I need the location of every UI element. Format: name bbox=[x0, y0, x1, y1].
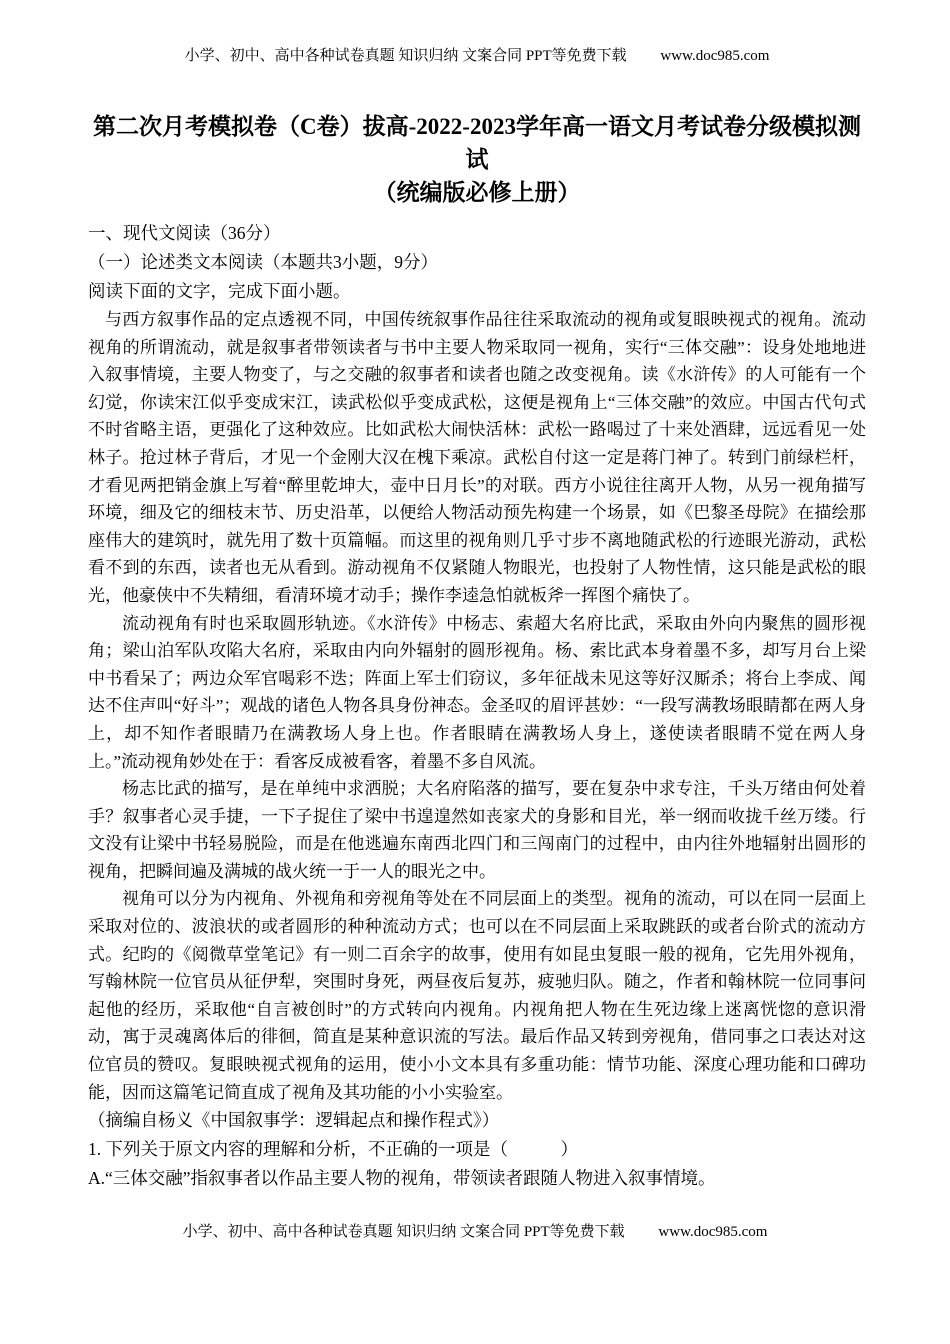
page-footer bbox=[0, 1222, 950, 1242]
header-site-url: www.doc985.com bbox=[660, 48, 770, 64]
question-1-stem: 1. 下列关于原文内容的理解和分析，不正确的一项是（ ） bbox=[88, 1139, 578, 1160]
footer-site-url: www.doc985.com bbox=[658, 1224, 768, 1240]
header-promo-text: 小学、初中、高中各种试卷真题 知识归纳 文案合同 PPT等免费下载 bbox=[184, 48, 627, 64]
exam-title-line1: 第二次月考模拟卷（C卷）拔高-2022-2023学年高一语文月考试卷分级模拟测试 bbox=[93, 114, 861, 172]
reading-passage bbox=[88, 306, 866, 1106]
passage-paragraph: 杨志比武的描写，是在单纯中求洒脱；大名府陷落的描写，要在复杂中求专注，千头万绪由何处着手？叙事者心灵手捷，一下子捉住了梁中书遑遑然如丧家犬的身影和目光，举一纲而收拢千丝万缕。行文没有让梁中书轻易脱险，而是在他逃遍东南西北四门和三闯南门的过程中，由内往外地辐射出圆形的视角，把瞬间遍及满城的战火统一于一人的眼光之中。 bbox=[88, 779, 866, 881]
passage-paragraph: 视角可以分为内视角、外视角和旁视角等处在不同层面上的类型。视角的流动，可以在同一层面上采取对位的、波浪状的或者圆形的种种流动方式；也可以在不同层面上采取跳跃的或者台阶式的流动方式。纪昀的《阅微草堂笔记》有一则二百余字的故事，使用有如昆虫复眼一般的视角，它先用外视角，写翰林院一位官员从征伊犁，突围时身死，两昼夜后复苏，疲驰归队。随之，作者和翰林院一位同事问起他的经历，采取他“自言被创时”的方式转向内视角。内视角把人物在生死边缘上迷离恍惚的意识滑动，寓于灵魂离体后的徘徊，简直是某种意识流的写法。最后作品又转到旁视角，借同事之口表达对这位官员的赞叹。复眼映视式视角的运用，使小小文本具有多重功能：情节功能、深度心理功能和口碑功能，因而这篇笔记简直成了视角及其功能的小小实验室。 bbox=[88, 889, 866, 1102]
page-header bbox=[88, 46, 866, 66]
section-heading-modern-reading: 一、现代文阅读（36分） bbox=[88, 223, 281, 243]
passage-citation: （摘编自杨义《中国叙事学：逻辑起点和操作程式》） bbox=[88, 1110, 500, 1131]
question-1-option-a: A.“三体交融”指叙事者以作品主要人物的视角，带领读者跟随人物进入叙事情境。 bbox=[88, 1168, 716, 1189]
reading-instruction: 阅读下面的文字，完成下面小题。 bbox=[88, 281, 351, 301]
exam-title-line2: （统编版必修上册） bbox=[373, 180, 581, 205]
exam-title bbox=[88, 110, 866, 209]
subsection-heading-argumentative-text: （一）论述类文本阅读（本题共3小题，9分） bbox=[88, 252, 438, 272]
footer-promo-text: 小学、初中、高中各种试卷真题 知识归纳 文案合同 PPT等免费下载 bbox=[182, 1224, 625, 1240]
passage-paragraph: 流动视角有时也采取圆形轨迹。《水浒传》中杨志、索超大名府比武，采取由外向内聚焦的圆形视角；梁山泊军队攻陷大名府，采取由内向外辐射的圆形视角。杨、索比武本身着墨不多，却写月台上梁中书看呆了；两边众军官喝彩不迭；阵面上军士们窃议，多年征战未见这等好汉厮杀；将台上李成、闻达不住声叫“好斗”；观战的诸色人物各具身份神态。金圣叹的眉评甚妙：“一段写满教场眼睛都在两人身上，却不知作者眼睛乃在满教场人身上也。作者眼睛在满教场人身上，遂使读者眼睛不觉在两人身上。”流动视角妙处在于：看客反成被看客，着墨不多自风流。 bbox=[88, 613, 866, 771]
passage-paragraph: 与西方叙事作品的定点透视不同，中国传统叙事作品往往采取流动的视角或复眼映视式的视角。流动视角的所谓流动，就是叙事者带领读者与书中主要人物采取同一视角，实行“三体交融”：设身处地地进入叙事情境，主要人物变了，与之交融的叙事者和读者也随之改变视角。读《水浒传》的人可能有一个幻觉，你读宋江似乎变成宋江，读武松似乎变成武松，这便是视角上“三体交融”的效应。中国古代句式不时省略主语，更强化了这种效应。比如武松大闹快活林：武松一路喝过了十来处酒肆，远远看见一处林子。抢过林子背后，才见一个金刚大汉在槐下乘凉。武松自付这一定是蒋门神了。转到门前绿栏杆，才看见两把销金旗上写着“醉里乾坤大，壶中日月长”的对联。西方小说往往离开人物，从另一视角描写环境，细及它的细枝末节、历史沿革，以便给人物活动预先构建一个场景，如《巴黎圣母院》在描绘那座伟大的建筑时，就先用了数十页篇幅。而这里的视角则几乎寸步不离地随武松的行迹眼光游动，武松看不到的东西，读者也无从看到。游动视角不仅紧随人物眼光，也投射了人物性情，这只能是武松的眼光，他豪侠中不失精细，看清环境才动手；操作李逵急怕就板斧一挥图个痛快了。 bbox=[88, 310, 866, 605]
